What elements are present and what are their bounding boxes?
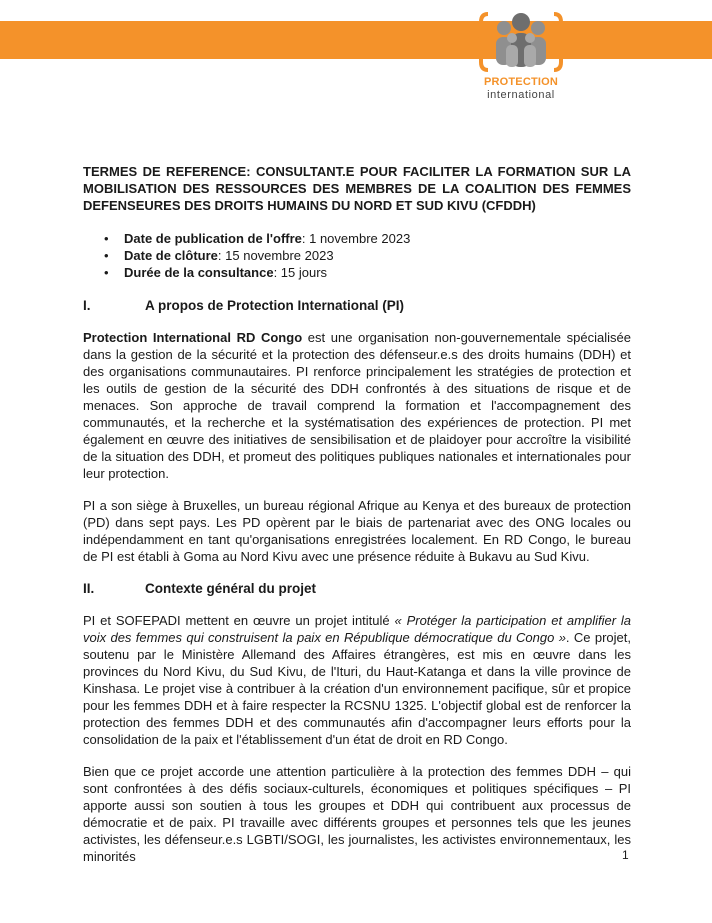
section-number: II. (83, 581, 95, 596)
section-title: Contexte général du projet (145, 581, 317, 596)
offer-details-list (83, 230, 631, 281)
document-title: TERMES DE REFERENCE: CONSULTANT.E POUR FACILITER LA FORMATION SUR LA MOBILISATION DES RESSOURCES DES MEMBRES DE LA COALITION DES FEMMES DEFENSEURES DES DROITS HUMAINS DU NORD ET SUD KIVU (CFDDH) (83, 164, 631, 213)
meta-value: : 1 novembre 2023 (301, 231, 411, 246)
section-heading (83, 297, 631, 314)
paragraph: Bien que ce projet accorde une attention particulière à la protection des femmes DDH – qui sont confrontées à des défis sociaux-culturels, économiques et politiques spécifiques – PI apporte aussi son soutien à tous les groupes et DDH qui contribuent aux processus de démocratie et de paix. PI travaille avec différents groupes et personnes tels que les jeunes activistes, les défenseur.e.s LGBTI/SOGI, les journalistes, les activistes environnementaux, les minorités (83, 764, 631, 864)
paragraph-text: est une organisation non-gouvernementale spécialisée dans la gestion de la sécurité et la protection des défenseur.e.s des droits humains (DDH) et des organisations communautaires. PI renforce principalement les stratégies de protection et les outils de gestion de la sécurité des DDH confrontés à des situations de risque et de menaces. Son approche de travail comprend la formation et l'accompagnement des communautés, et la recherche et la systématisation des expériences de protection. PI met également en œuvre des initiatives de sensibilisation et de plaidoyer pour accroître la visibilité de la situation des DDH, et promeut des politiques publiques nationales et internationales pour leur protection. (83, 330, 631, 481)
paragraph (83, 612, 631, 748)
project-title: « Protéger la participation et amplifier la voix des femmes qui construisent la paix en République démocratique du Congo » (83, 613, 631, 645)
meta-label: Date de publication de l'offre (124, 231, 302, 246)
paragraph: PI a son siège à Bruxelles, un bureau régional Afrique au Kenya et des bureaux de protection (PD) dans sept pays. Les PD opèrent par le biais de partenariat avec des ONG locales ou indépendamment en tant qu'organisations enregistrées localement. En RD Congo, le bureau de PI est établi à Goma au Nord Kivu avec une présence réduite à Bukavu au Sud Kivu. (83, 498, 631, 564)
people-group-icon (478, 8, 564, 74)
meta-value: : 15 novembre 2023 (217, 248, 334, 263)
header-band (0, 21, 712, 59)
paragraph-text: PI et SOFEPADI mettent en œuvre un projet intitulé (83, 613, 395, 628)
list-item (124, 264, 631, 281)
logo-subtitle: international (487, 89, 555, 101)
logo-wordmark: PROTECTION (483, 76, 559, 88)
page-number: 1 (622, 848, 629, 862)
list-item (124, 230, 631, 247)
section-heading (83, 580, 631, 597)
organization-name: Protection International RD Congo (83, 330, 303, 345)
meta-value: : 15 jours (273, 265, 328, 280)
meta-label: Durée de la consultance (124, 265, 274, 280)
meta-label: Date de clôture (124, 248, 218, 263)
list-item (124, 247, 631, 264)
protection-international-logo (470, 8, 570, 104)
paragraph-text: . Ce projet, soutenu par le Ministère Allemand des Affaires étrangères, est mis en œuvre dans les provinces du Nord Kivu, du Sud Kivu, de l'Ituri, du Haut-Katanga et dans la ville province de Kinshasa. Le projet vise à contribuer à la création d'un environnement pacifique, sûr et propice pour les femmes DDH et à faire respecter la RCSNU 1325. L'objectif global est de renforcer la protection des femmes DDH et des communautés afin d'accompagner leurs efforts pour la consolidation de la paix et l'établissement d'un état de droit en RD Congo. (83, 630, 631, 747)
document-body (83, 163, 631, 880)
section-title: A propos de Protection International (PI) (145, 298, 405, 313)
paragraph (83, 329, 631, 482)
section-number: I. (83, 298, 91, 313)
